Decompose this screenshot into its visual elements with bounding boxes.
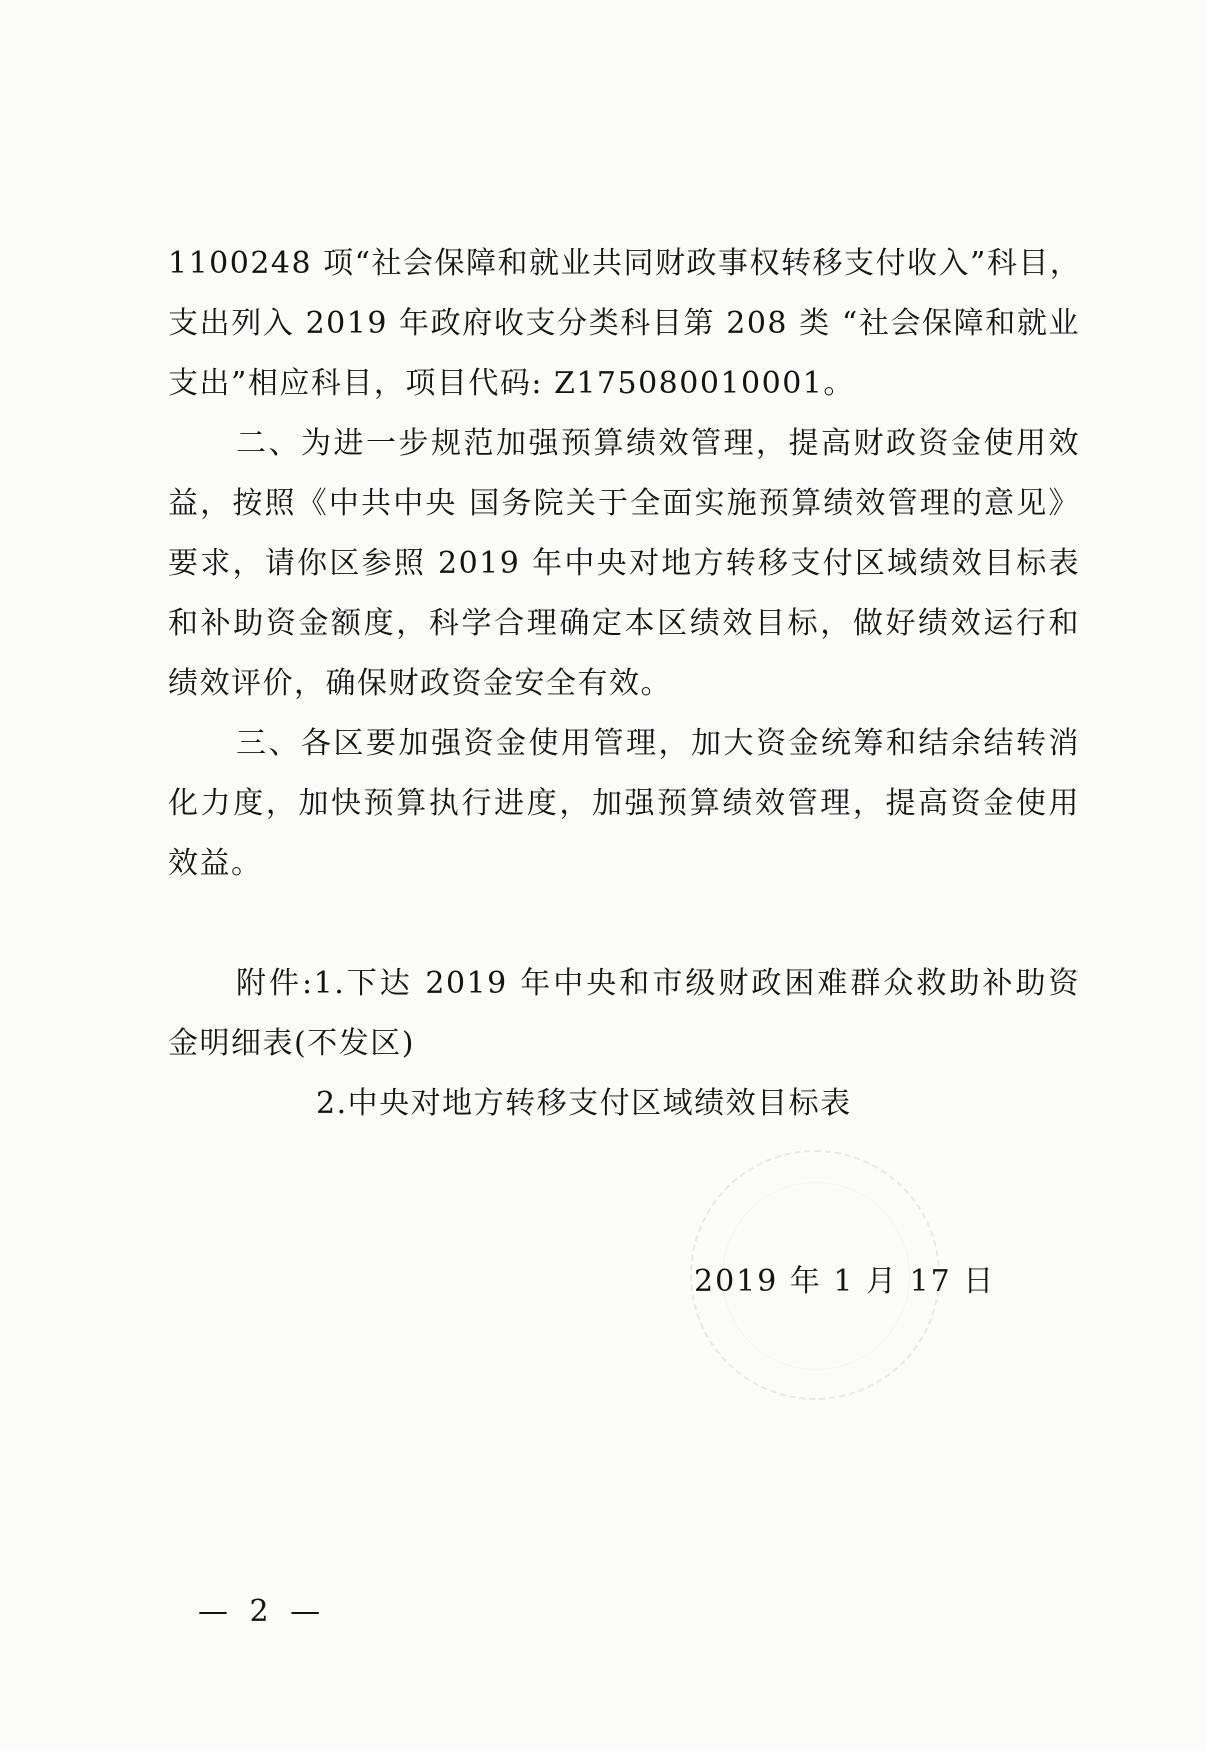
attachment-line-3: 2.中央对地方转移支付区域绩效目标表	[316, 1086, 852, 1121]
paragraph-3-line-2: 化力度，加快预算执行进度，加强预算绩效管理，提高资金使用	[168, 786, 1080, 821]
document-date: 2019 年 1 月 17 日	[694, 1264, 996, 1299]
paragraph-2-line-5: 绩效评价，确保财政资金安全有效。	[168, 666, 672, 701]
attachment-line-1: 附件:1.下达 2019 年中央和市级财政困难群众救助补助资	[236, 966, 1080, 1001]
paragraph-2-line-4: 和补助资金额度，科学合理确定本区绩效目标，做好绩效运行和	[168, 606, 1080, 641]
paragraph-1-line-1: 1100248 项“社会保障和就业共同财政事权转移支付收入”科目，	[168, 246, 1082, 281]
paragraph-2-line-1: 二、为进一步规范加强预算绩效管理，提高财政资金使用效	[236, 426, 1080, 461]
paragraph-3-line-3: 效益。	[168, 846, 263, 881]
paragraph-1-line-2: 支出列入 2019 年政府收支分类科目第 208 类 “社会保障和就业	[168, 306, 1080, 341]
paragraph-1-line-3: 支出”相应科目，项目代码: Z175080010001。	[168, 366, 855, 401]
page-number: — 2 —	[198, 1594, 327, 1629]
paragraph-2-line-3: 要求，请你区参照 2019 年中央对地方转移支付区域绩效目标表	[168, 546, 1080, 581]
paragraph-2-line-2: 益，按照《中共中央 国务院关于全面实施预算绩效管理的意见》	[168, 486, 1080, 521]
attachment-line-2: 金明细表(不发区)	[168, 1026, 415, 1061]
paragraph-3-line-1: 三、各区要加强资金使用管理，加大资金统筹和结余结转消	[236, 726, 1080, 761]
